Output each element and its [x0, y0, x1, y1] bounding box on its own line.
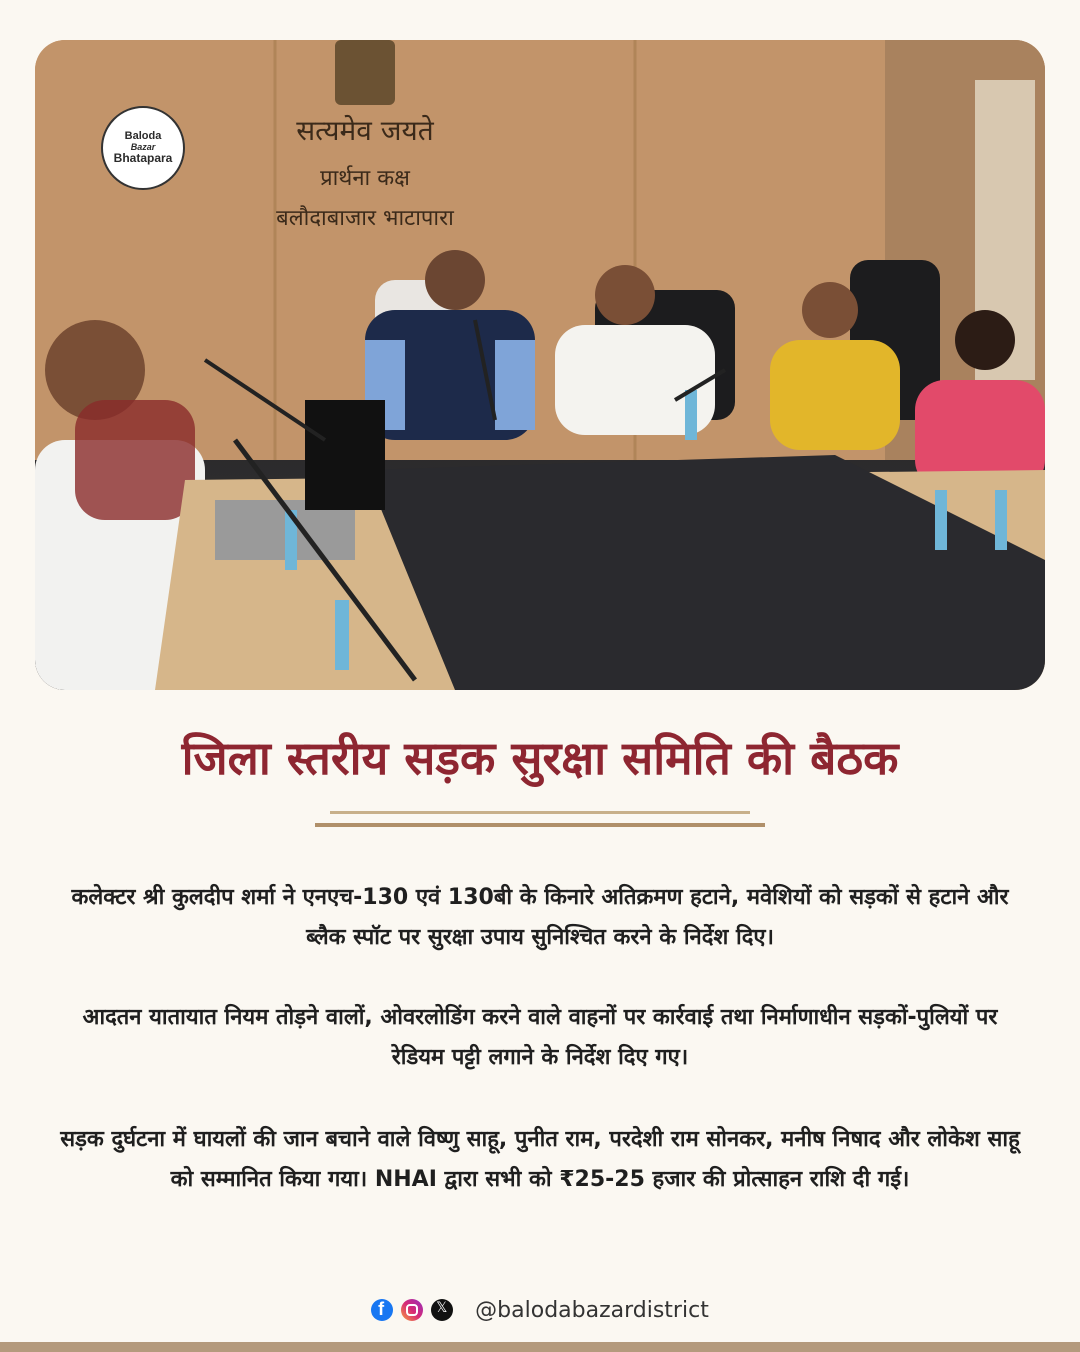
- paragraph-2: आदतन यातायात नियम तोड़ने वालों, ओवरलोडिंग करने वाले वाहनों पर कार्रवाई तथा निर्माणाधीन सड़कों-पुलियों पर रेडियम पट्टी लगाने के निर्देश दिए गए।: [82, 1005, 998, 1070]
- logo-line3: Bhatapara: [113, 151, 173, 166]
- title-underline-top: [330, 811, 750, 814]
- page-title: जिला स्तरीय सड़क सुरक्षा समिति की बैठक: [181, 731, 899, 785]
- wall-line3: बलौदाबाजार भाटापारा: [276, 206, 454, 231]
- social-handle[interactable]: @balodabazardistrict: [475, 1297, 709, 1323]
- logo-line1: Baloda: [124, 130, 162, 143]
- paragraph-3: सड़क दुर्घटना में घायलों की जान बचाने वाले विष्णु साहू, पुनीत राम, परदेशी राम सोनकर, मनीष निषाद और लोकेश साहू को सम्मानित किया गया। NHAI द्वारा सभी को ₹25-25 हजार की प्रोत्साहन राशि दी गई।: [60, 1127, 1020, 1192]
- meeting-scene: [35, 40, 1045, 690]
- district-logo: [101, 106, 185, 190]
- instagram-icon[interactable]: [401, 1299, 423, 1321]
- title-underline-bottom: [315, 823, 765, 827]
- x-icon[interactable]: [431, 1299, 453, 1321]
- wall-line2: प्रार्थना कक्ष: [320, 166, 410, 191]
- bottom-bar: [0, 1342, 1080, 1352]
- social-footer: [0, 1292, 1080, 1328]
- facebook-icon[interactable]: [371, 1299, 393, 1321]
- logo-line2: Bazar: [130, 141, 156, 152]
- paragraph-1: कलेक्टर श्री कुलदीप शर्मा ने एनएच-130 एवं 130बी के किनारे अतिक्रमण हटाने, मवेशियों को सड़कों से हटाने और ब्लैक स्पॉट पर सुरक्षा उपाय सुनिश्चित करने के निर्देश दिए।: [71, 885, 1009, 950]
- wall-motto: सत्यमेव जयते: [296, 114, 434, 147]
- meeting-photo: [35, 40, 1045, 690]
